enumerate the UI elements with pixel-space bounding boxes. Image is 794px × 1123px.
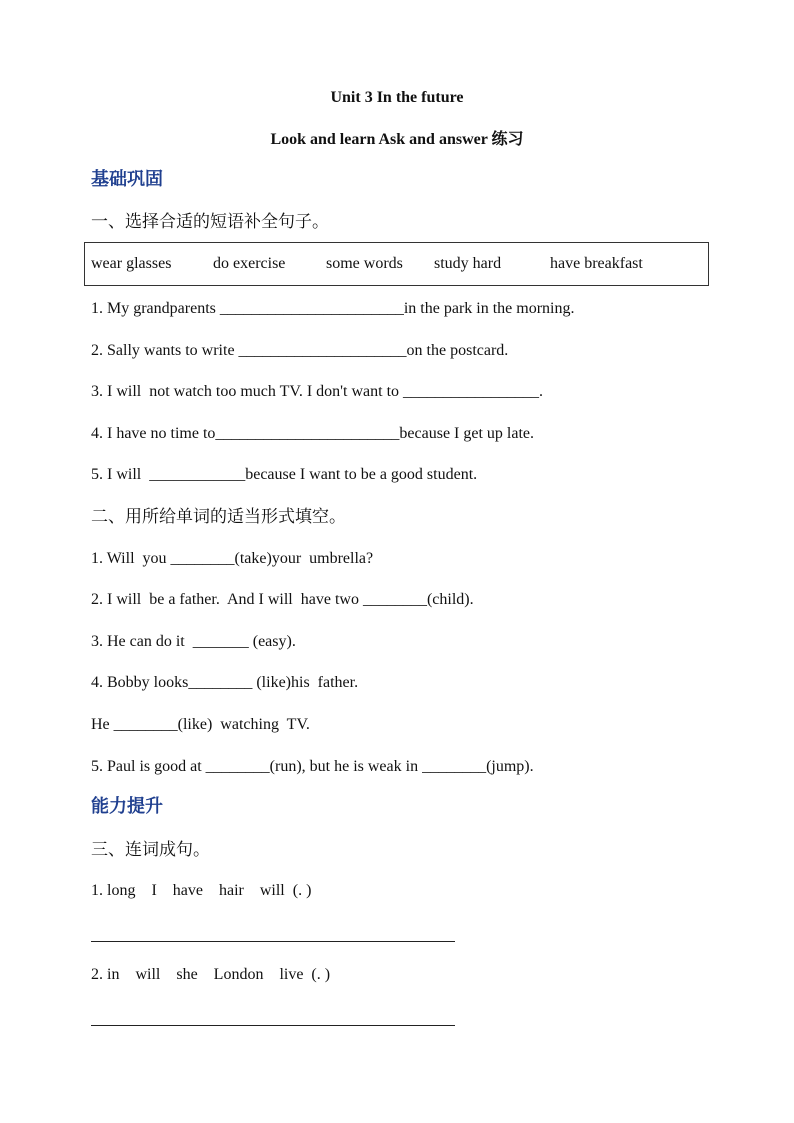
part3-heading: 三、连词成句。 xyxy=(91,840,210,860)
part2-item-4b: He ________(like) watching TV. xyxy=(91,716,310,733)
phrase-option: wear glasses xyxy=(91,255,172,272)
phrase-option: some words xyxy=(326,255,403,272)
part1-heading: 一、选择合适的短语补全句子。 xyxy=(91,212,329,232)
part2-item-2: 2. I will be a father. And I will have two ________(child). xyxy=(91,591,474,608)
part2-item-5: 5. Paul is good at ________(run), but he is weak in ________(jump). xyxy=(91,758,534,775)
section-advanced-label: 能力提升 xyxy=(91,796,163,817)
part1-item-1: 1. My grandparents _______________________in the park in the morning. xyxy=(91,300,575,317)
part2-item-3: 3. He can do it _______ (easy). xyxy=(91,633,296,650)
part1-item-5: 5. I will ____________because I want to be a good student. xyxy=(91,466,478,483)
phrase-option: have breakfast xyxy=(550,255,643,272)
part1-item-3: 3. I will not watch too much TV. I don't want to _________________. xyxy=(91,383,544,400)
worksheet-subtitle: Look and learn Ask and answer 练习 xyxy=(270,131,524,148)
part3-item-1: 1. long I have hair will (. ) xyxy=(91,882,312,899)
answer-line xyxy=(91,941,455,942)
part2-item-1: 1. Will you ________(take)your umbrella? xyxy=(91,550,374,567)
worksheet-title: Unit 3 In the future xyxy=(330,89,464,106)
phrase-option: do exercise xyxy=(213,255,286,272)
section-basic-label: 基础巩固 xyxy=(91,169,163,190)
answer-line xyxy=(91,1025,455,1026)
phrase-bank-box xyxy=(84,242,709,286)
phrase-option: study hard xyxy=(434,255,502,272)
part2-heading: 二、用所给单词的适当形式填空。 xyxy=(91,507,346,527)
part2-item-4a: 4. Bobby looks________ (like)his father. xyxy=(91,674,359,691)
part3-item-2: 2. in will she London live (. ) xyxy=(91,966,331,983)
part1-item-4: 4. I have no time to_______________________because I get up late. xyxy=(91,425,535,442)
part1-item-2: 2. Sally wants to write _____________________on the postcard. xyxy=(91,342,509,359)
